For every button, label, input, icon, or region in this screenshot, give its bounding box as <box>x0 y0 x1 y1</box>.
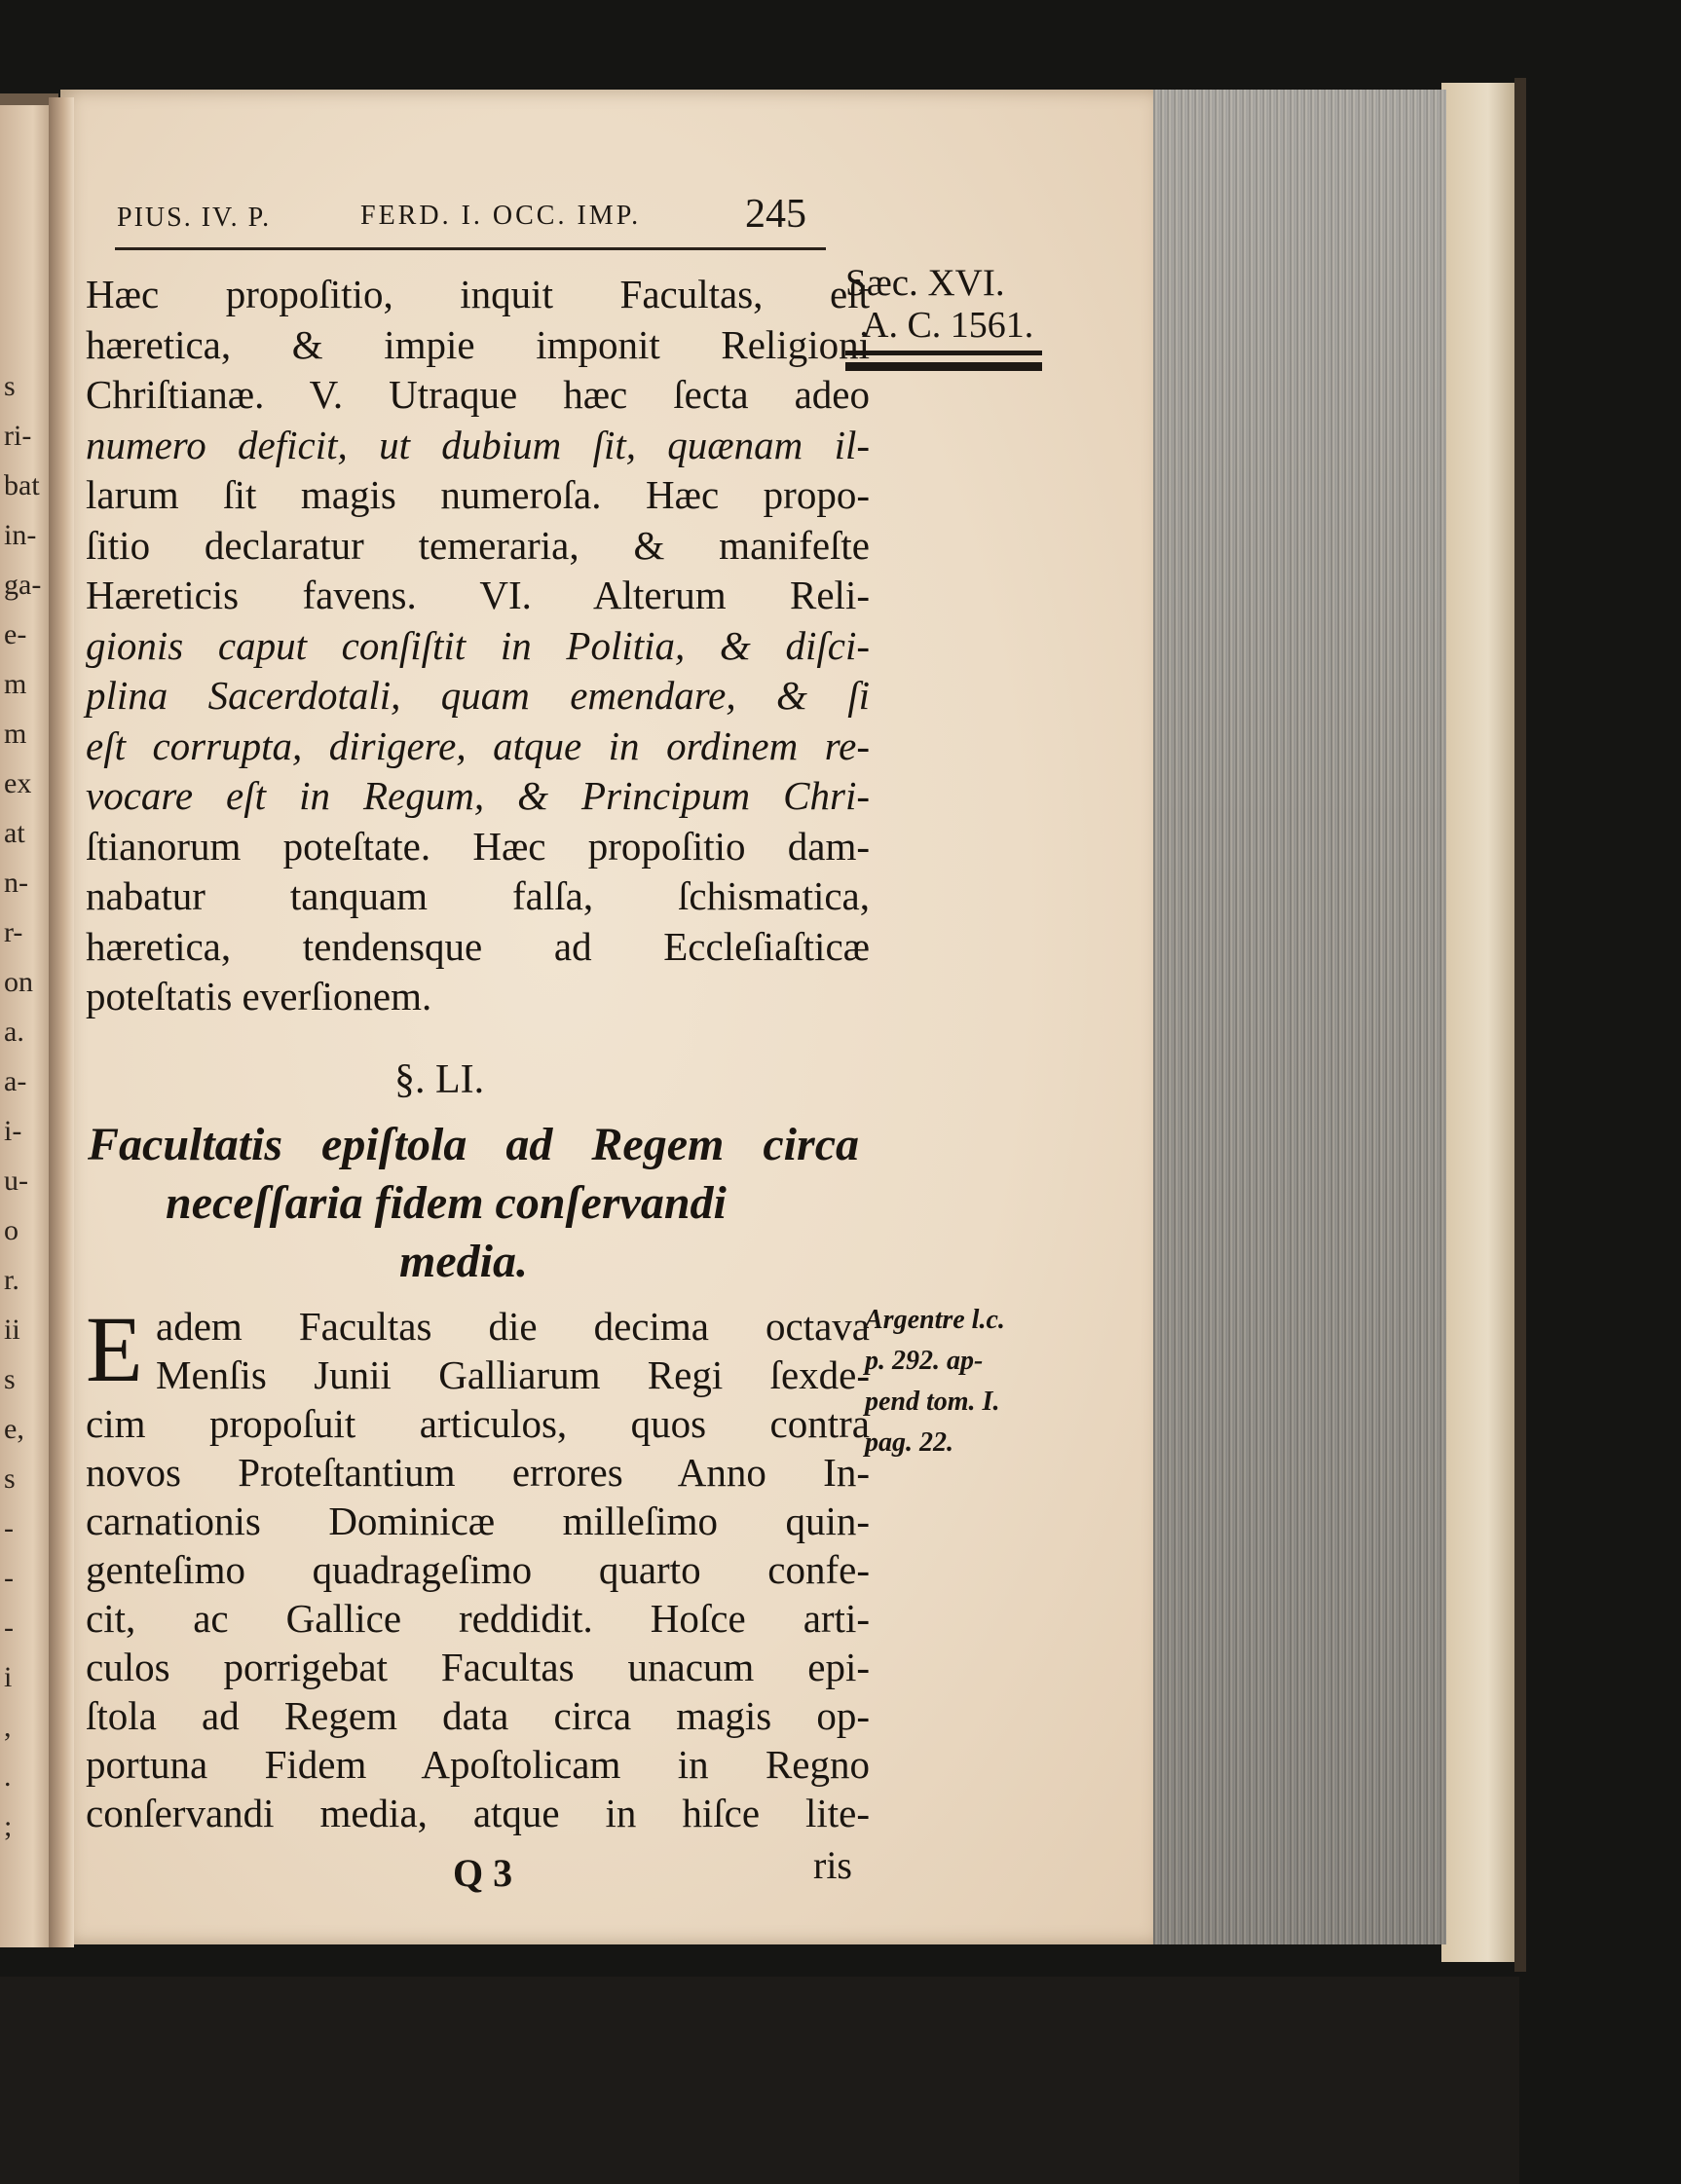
body-line: ſitio declaratur temeraria, & manifeſte <box>86 522 870 568</box>
left-page-fragment: a- <box>4 1065 27 1097</box>
body-line: larum ſit magis numeroſa. Hæc propo- <box>86 472 870 517</box>
left-page-fragment: s <box>4 1363 16 1395</box>
paragraph-line: conſervandi media, atque in hiſce lite- <box>86 1791 870 1835</box>
left-page-fragment: bat <box>4 469 40 501</box>
head-rule <box>115 247 826 250</box>
book-cover-bottom <box>0 1977 1519 2184</box>
body-line: hæretica, & impie imponit Religioni <box>86 321 870 367</box>
section-title-line-1: Facultatis epiſtola ad Regem circa <box>88 1119 859 1170</box>
left-page-fragment: i- <box>4 1115 22 1147</box>
left-page-fragment: m <box>4 668 27 700</box>
side-header-annus: A. C. 1561. <box>862 305 1034 346</box>
running-head <box>117 191 838 238</box>
left-page-fragment: s <box>4 1462 16 1495</box>
paragraph-line: cit, ac Gallice reddidit. Hoſce arti- <box>86 1596 870 1641</box>
marginal-note-line-4: pag. 22. <box>865 1427 953 1458</box>
left-page-fragment: r. <box>4 1264 19 1296</box>
body-line: Hæc propoſitio, inquit Facultas, eſt <box>86 272 870 316</box>
left-page-fragment: s <box>4 370 16 402</box>
running-head-emperor: FERD. I. OCC. IMP. <box>360 201 642 231</box>
body-line: eſt corrupta, dirigere, atque in ordinem re- <box>86 722 870 768</box>
body-line: plina Sacerdotali, quam emendare, & ſi <box>86 673 870 718</box>
marginal-note-line-1: Argentre l.c. <box>865 1305 1005 1335</box>
section-title-line-3: media. <box>399 1236 528 1287</box>
paragraph-line: ſtola ad Regem data circa magis op- <box>86 1693 870 1738</box>
left-page-fragment: on <box>4 966 33 998</box>
running-head-pope: PIUS. IV. P. <box>117 203 272 233</box>
left-page-fragment: ri- <box>4 420 32 452</box>
left-page-fragment: e- <box>4 618 27 650</box>
gutter-shadow <box>49 97 74 1947</box>
left-page-fragment: - <box>4 1611 14 1644</box>
body-line: Hæreticis favens. VI. Alterum Reli- <box>86 573 870 617</box>
left-page-fragment: m <box>4 718 27 750</box>
side-rule-bottom <box>845 362 1042 371</box>
left-page-fragment: i <box>4 1661 13 1693</box>
side-rule-top <box>845 351 1042 355</box>
signature-mark: Q 3 <box>453 1851 513 1895</box>
body-line: numero deficit, ut dubium ſit, quænam il- <box>86 422 870 467</box>
left-page-fragment: n- <box>4 867 28 899</box>
left-page-fragment: . <box>4 1760 12 1793</box>
body-line: hæretica, tendensque ad Eccleſiaſticæ <box>86 923 870 969</box>
body-line: poteſtatis everſionem. <box>86 974 432 1018</box>
paragraph-line: Menſis Junii Galliarum Regi ſexde- <box>156 1352 870 1397</box>
body-line: nabatur tanquam falſa, ſchismatica, <box>86 873 870 918</box>
left-page-fragment: e, <box>4 1413 24 1445</box>
drop-cap: E <box>86 1297 143 1401</box>
paragraph-line: portuna Fidem Apoſtolicam in Regno <box>86 1742 870 1787</box>
catchword: ris <box>813 1843 852 1887</box>
paragraph-line: genteſimo quadrageſimo quarto confe- <box>86 1547 870 1592</box>
left-page-fragment: - <box>4 1562 14 1594</box>
back-cover-edge <box>1514 78 1526 1972</box>
left-page-fragment: ; <box>4 1810 13 1842</box>
paragraph-line: cim propoſuit articulos, quos contra <box>86 1401 870 1446</box>
left-page-fragment: , <box>4 1711 12 1743</box>
section-title-line-2: neceſſaria fidem conſervandi <box>166 1177 727 1229</box>
left-page-fragment: at <box>4 817 25 849</box>
left-page-fragment: r- <box>4 916 23 948</box>
body-line: vocare eſt in Regum, & Principum Chri- <box>86 773 870 818</box>
page-edges-shading <box>1144 90 1446 1944</box>
left-page-fragment: ga- <box>4 569 42 601</box>
left-page-fragment: u- <box>4 1165 28 1197</box>
marginal-note-line-2: p. 292. ap- <box>865 1346 984 1376</box>
section-sign: §. LI. <box>394 1057 485 1102</box>
paragraph-line: carnationis Dominicæ milleſimo quin- <box>86 1499 870 1543</box>
body-line: ſtianorum poteſtate. Hæc propoſitio dam- <box>86 823 870 869</box>
body-line: gionis caput conſiſtit in Politia, & diſci- <box>86 622 870 668</box>
left-page-fragment: a. <box>4 1016 24 1048</box>
left-page-fragment: o <box>4 1214 19 1246</box>
paragraph-line: culos porrigebat Facultas unacum epi- <box>86 1645 870 1689</box>
body-line: Chriſtianæ. V. Utraque hæc ſecta adeo <box>86 372 870 417</box>
paragraph-line: novos Proteſtantium errores Anno In- <box>86 1450 870 1495</box>
side-header-saeculum: Sæc. XVI. <box>845 262 1005 304</box>
page-number: 245 <box>745 192 806 237</box>
paragraph-line: adem Facultas die decima octava <box>156 1304 870 1349</box>
left-page-fragment: ex <box>4 767 32 799</box>
left-page-fragment: ii <box>4 1314 20 1346</box>
back-cover <box>1441 83 1519 1962</box>
left-page-fragment: - <box>4 1512 14 1544</box>
left-page-fragment: in- <box>4 519 37 551</box>
marginal-note-line-3: pend tom. I. <box>865 1387 1000 1417</box>
